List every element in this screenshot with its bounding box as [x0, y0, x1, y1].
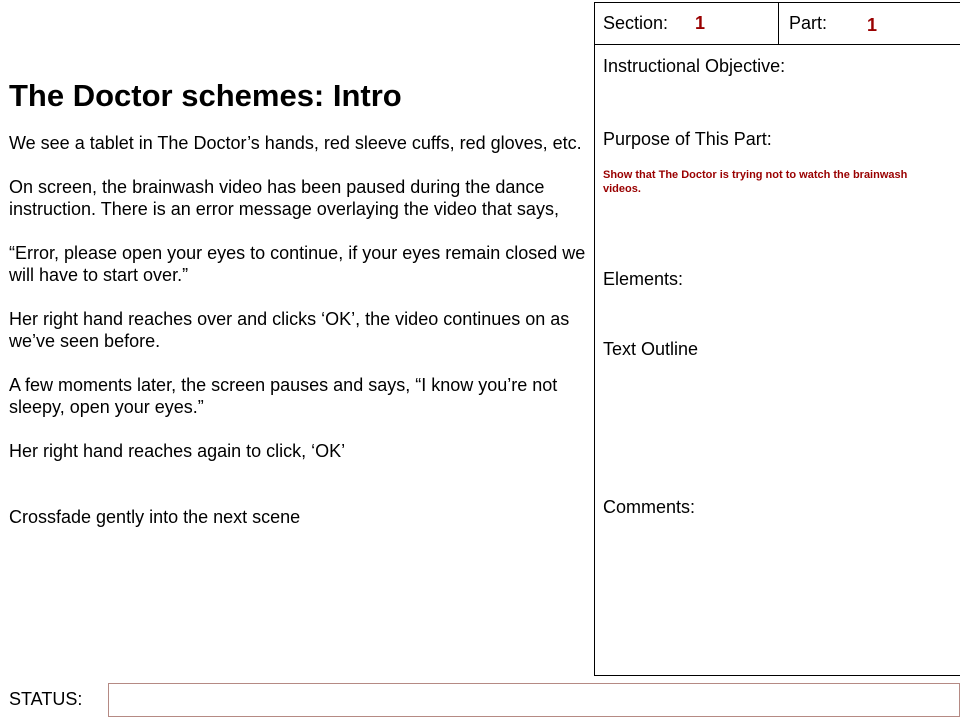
- description-paragraph: We see a tablet in The Doctor’s hands, red sleeve cuffs, red gloves, etc.: [9, 133, 582, 153]
- panel-header: [595, 3, 960, 45]
- description-paragraph: Crossfade gently into the next scene: [9, 507, 301, 527]
- status-label: STATUS:: [9, 689, 83, 709]
- status-field[interactable]: [108, 683, 960, 717]
- elements-label: Elements:: [603, 269, 684, 289]
- description-paragraph: “Error, please open your eyes to continue, if your eyes remain closed we will have to start over.”: [9, 243, 586, 285]
- part-label: Part:: [789, 13, 828, 33]
- description-paragraph: Her right hand reaches again to click, ‘OK’: [9, 441, 346, 461]
- objective-label: Instructional Objective:: [603, 56, 786, 76]
- comments-label: Comments:: [603, 497, 696, 517]
- description-paragraph: A few moments later, the screen pauses and says, “I know you’re not sleepy, open your eyes.”: [9, 375, 558, 417]
- part-value: 1: [867, 15, 878, 35]
- scene-title: The Doctor schemes: Intro: [9, 78, 402, 113]
- section-value: 1: [695, 13, 706, 33]
- scene-description: [9, 132, 587, 528]
- section-label: Section:: [603, 13, 669, 33]
- description-paragraph: Her right hand reaches over and clicks ‘OK’, the video continues on as we’ve seen before.: [9, 309, 570, 351]
- details-panel: [594, 2, 960, 676]
- purpose-label: Purpose of This Part:: [603, 129, 772, 149]
- description-paragraph: On screen, the brainwash video has been paused during the dance instruction. There is an error message overlaying the video that says,: [9, 177, 559, 219]
- text-outline-label: Text Outline: [603, 339, 699, 359]
- purpose-value: Show that The Doctor is trying not to watch the brainwash videos.: [603, 169, 908, 195]
- header-divider: [778, 3, 779, 44]
